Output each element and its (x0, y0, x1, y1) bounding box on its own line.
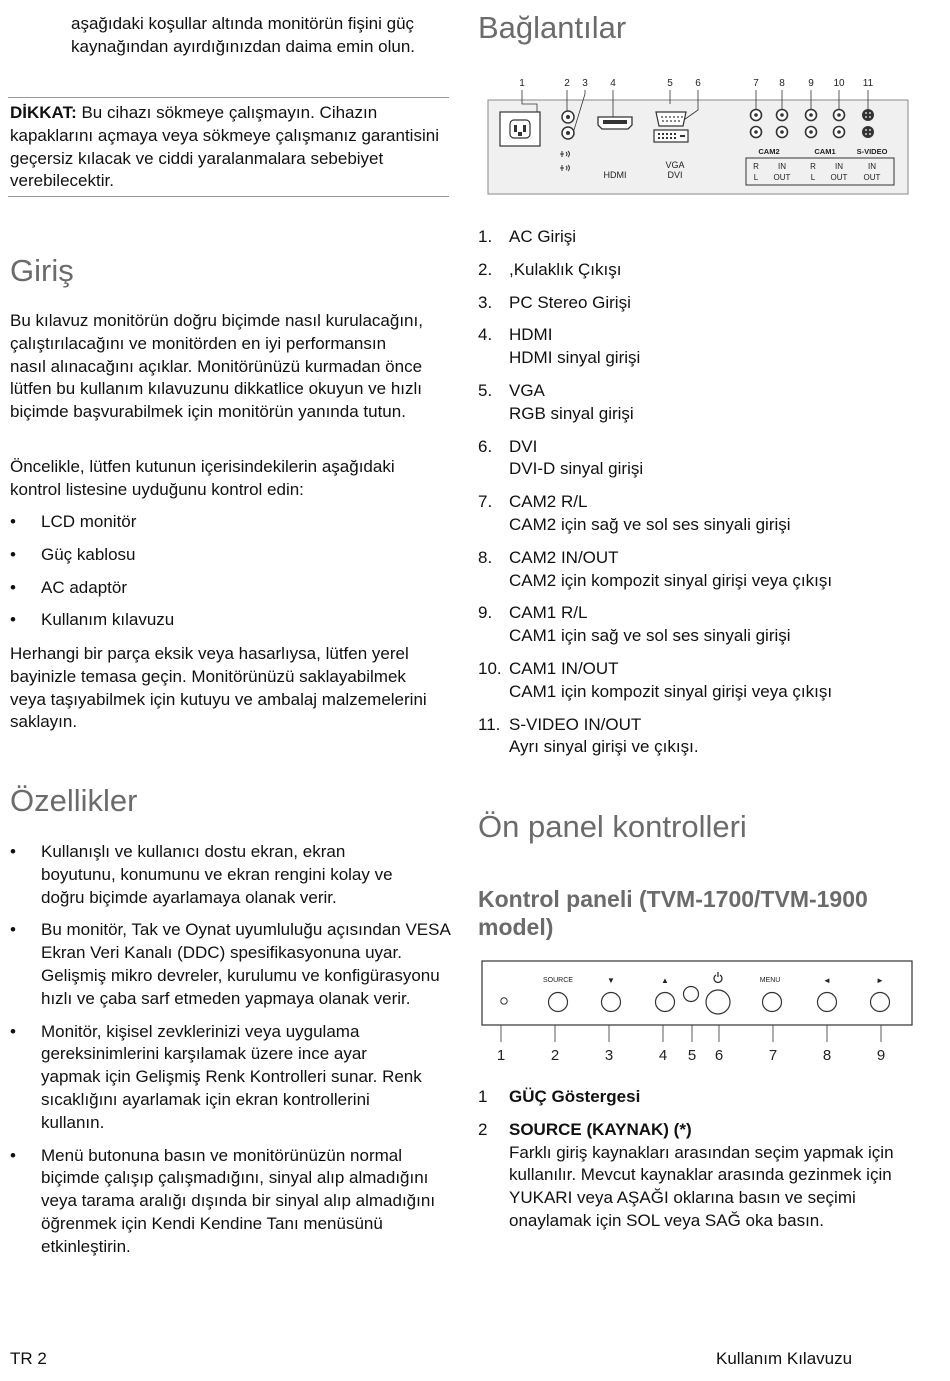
callout-number: 8 (822, 1047, 832, 1064)
list-item: • Monitör, kişisel zevklerinizi veya uygulama gereksinimlerini karşılamak üzere ince ayar yapmak için Gelişmiş Renk Kontrolleri sunar. Renk sıcaklığını ayarlamak için ekran kontrollerini kullanın. (10, 1021, 422, 1132)
right-arrow-icon: ► (876, 976, 884, 985)
list-item: 3. PC Stereo Girişi (478, 292, 631, 312)
callout-number: 9 (808, 78, 814, 89)
pc-audio-jack-icon (562, 127, 574, 139)
section-title-baglantilar: Bağlantılar (478, 10, 627, 45)
divider (8, 196, 449, 197)
down-arrow-icon: ▼ (607, 976, 615, 985)
svg-text:L: L (810, 173, 816, 182)
source-button[interactable] (549, 993, 568, 1012)
callout-number: 7 (768, 1047, 778, 1064)
up-arrow-icon: ▲ (661, 976, 669, 985)
caution-paragraph (10, 102, 440, 193)
vga-port-icon (656, 112, 686, 126)
document-title: Kullanım Kılavuzu (716, 1349, 853, 1368)
left-arrow-icon: ◄ (823, 976, 831, 985)
callout-number: 5 (687, 1047, 697, 1064)
page-number: TR 2 (10, 1349, 47, 1368)
callout-number: 2 (564, 78, 570, 89)
list-item: • Kullanım kılavuzu (10, 610, 175, 630)
menu-button[interactable] (763, 993, 782, 1012)
headphone-jack-icon (562, 111, 574, 123)
source-label: SOURCE (543, 977, 573, 984)
cam1-label: CAM1 (814, 147, 836, 156)
list-item: • Bu monitör, Tak ve Oynat uyumluluğu açısından VESA Ekran Veri Kanalı (DDC) spesifikasyonuna uyar. Gelişmiş mikro devreler, kurulumu ve konfigürasyonu hızlı ve çaba sarf etmeden yapmaya olanak verir. (10, 920, 450, 1008)
section-title-on-panel: Ön panel kontrolleri (478, 809, 747, 844)
dvi-port-icon (654, 130, 688, 142)
list-item: 7. CAM2 R/L CAM2 için sağ ve sol ses sinyali girişi (478, 492, 791, 534)
svg-text:R: R (810, 162, 816, 171)
callout-number: 3 (582, 78, 588, 89)
callout-number: 3 (604, 1047, 614, 1064)
vga-label: VGA (665, 160, 685, 170)
power-button[interactable] (706, 990, 730, 1014)
menu-label: MENU (759, 977, 781, 984)
hdmi-port-icon (598, 117, 632, 129)
giris-paragraph-2: Öncelikle, lütfen kutunun içerisindekilerin aşağıdaki kontrol listesine uyduğunu kontrol edin: (10, 457, 395, 499)
front-panel-diagram (480, 958, 916, 1068)
left-button[interactable] (818, 993, 837, 1012)
rear-panel-diagram (482, 74, 912, 199)
list-item: 6. DVI DVI-D sinyal girişi (478, 436, 644, 479)
subsection-title-control-panel: Kontrol paneli (TVM-1700/TVM-1900 model) (478, 886, 868, 940)
svg-text:OUT: OUT (863, 173, 881, 182)
svideo-label: S-VIDEO (856, 147, 888, 156)
callout-number: 10 (833, 78, 845, 89)
divider (8, 97, 449, 98)
section-title-giris: Giriş (10, 253, 74, 288)
callout-number: 6 (714, 1047, 724, 1064)
svg-text:OUT: OUT (830, 173, 848, 182)
power-led-icon (501, 998, 507, 1004)
features-list (10, 841, 450, 1259)
callout-number: 6 (695, 78, 701, 89)
section-title-ozellikler: Özellikler (10, 783, 138, 818)
list-item: 4. HDMI HDMI sinyal girişi (478, 325, 641, 368)
dvi-label: DVI (667, 170, 683, 180)
callout-number: 2 (550, 1047, 560, 1064)
list-item: 1. AC Girişi (478, 227, 577, 246)
connections-list (478, 226, 918, 769)
svg-text:IN: IN (868, 162, 876, 171)
giris-paragraph-1: Bu kılavuz monitörün doğru biçimde nasıl kurulacağını, çalıştırılacağını ve monitörden en iyi performansın nasıl alınacağını açıklar. Monitörünüzü kurmadan önce lütfen bu kullanım kılavuzunu dikkatlice okuyun ve hızlı biçimde başvurabilmek için monitörün yanında tutun. (10, 311, 423, 422)
list-item: 2. ,Kulaklık Çıkışı (478, 259, 622, 279)
svg-text:R: R (753, 162, 759, 171)
intro-continuation: aşağıdaki koşullar altında monitörün fişini güç kaynağından ayırdığınızdan daima emin olun. (71, 14, 416, 56)
caution-label: DİKKAT: (10, 103, 77, 122)
list-item: 5. VGA RGB sinyal girişi (478, 380, 634, 423)
callout-number: 11 (862, 78, 874, 89)
list-item: • Güç kablosu (10, 544, 136, 564)
list-item: 9. CAM1 R/L CAM1 için sağ ve sol ses sinyali girişi (478, 603, 791, 646)
list-item: • LCD monitör (10, 512, 137, 531)
list-item: • AC adaptör (10, 577, 127, 597)
callout-number: 8 (779, 78, 785, 89)
checklist (10, 511, 410, 632)
callout-number: 4 (658, 1047, 668, 1064)
giris-paragraph-3: Herhangi bir parça eksik veya hasarlıysa, lütfen yerel bayinizle temasa geçin. Monitörünüzü saklayabilmek veya taşıyabilmek için kutuyu ve ambalaj malzemelerini saklayın. (10, 644, 427, 732)
ir-sensor-icon (684, 987, 699, 1002)
svg-text:IN: IN (835, 162, 843, 171)
list-item: 2 SOURCE (KAYNAK) (*) Farklı giriş kaynakları arasından seçim yapmak için kullanılır. Mevcut kaynaklar arasında gezinmek için YUKARI veya AŞAĞI oklarına basın ve seçimi onaylamak için SOL veya SAĞ oka basın. (478, 1119, 894, 1230)
callout-number: 9 (876, 1047, 886, 1064)
callout-number: 1 (496, 1047, 506, 1064)
svg-text:IN: IN (778, 162, 786, 171)
cam2-label: CAM2 (758, 147, 780, 156)
svg-text:L: L (753, 173, 759, 182)
ac-inlet-icon (500, 112, 540, 146)
caution-text: Bu cihazı sökmeye çalışmayın. Cihazın kapaklarını açmaya veya sökmeye çalışmanız garantisini geçersiz kılacak ve ciddi yaralanmalara sebebiyet verebilecektir. (10, 103, 439, 191)
callout-number: 1 (519, 78, 525, 89)
right-button[interactable] (871, 993, 890, 1012)
control-descriptions (478, 1086, 918, 1233)
up-button[interactable] (656, 993, 675, 1012)
list-item: 11. S-VIDEO IN/OUT Ayrı sinyal girişi ve çıkışı. (478, 714, 699, 757)
down-button[interactable] (602, 993, 621, 1012)
svg-text:OUT: OUT (773, 173, 791, 182)
list-item: • Kullanışlı ve kullanıcı dostu ekran, ekran boyutunu, konumunu ve ekran rengini kolay ve doğru biçimde ayarlamaya olanak verir. (10, 842, 393, 907)
list-item: 1 GÜÇ Göstergesi (478, 1087, 641, 1106)
list-item: 8. CAM2 IN/OUT CAM2 için kompozit sinyal girişi veya çıkışı (478, 547, 833, 590)
list-item: 10. CAM1 IN/OUT CAM1 için kompozit sinyal girişi veya çıkışı (478, 658, 833, 701)
list-item: • Menü butonuna basın ve monitörünüzün normal biçimde çalışıp çalışmadığını, sinyal alıp almadığını veya tarama aralığı dışında bir sinyal alıp almadığını öğrenmek için Kendi Kendine Tanı menüsünü etkinleştirin. (10, 1145, 436, 1256)
callout-number: 7 (753, 78, 759, 89)
hdmi-label: HDMI (603, 170, 627, 180)
callout-number: 4 (610, 78, 616, 89)
callout-number: 5 (667, 78, 673, 89)
